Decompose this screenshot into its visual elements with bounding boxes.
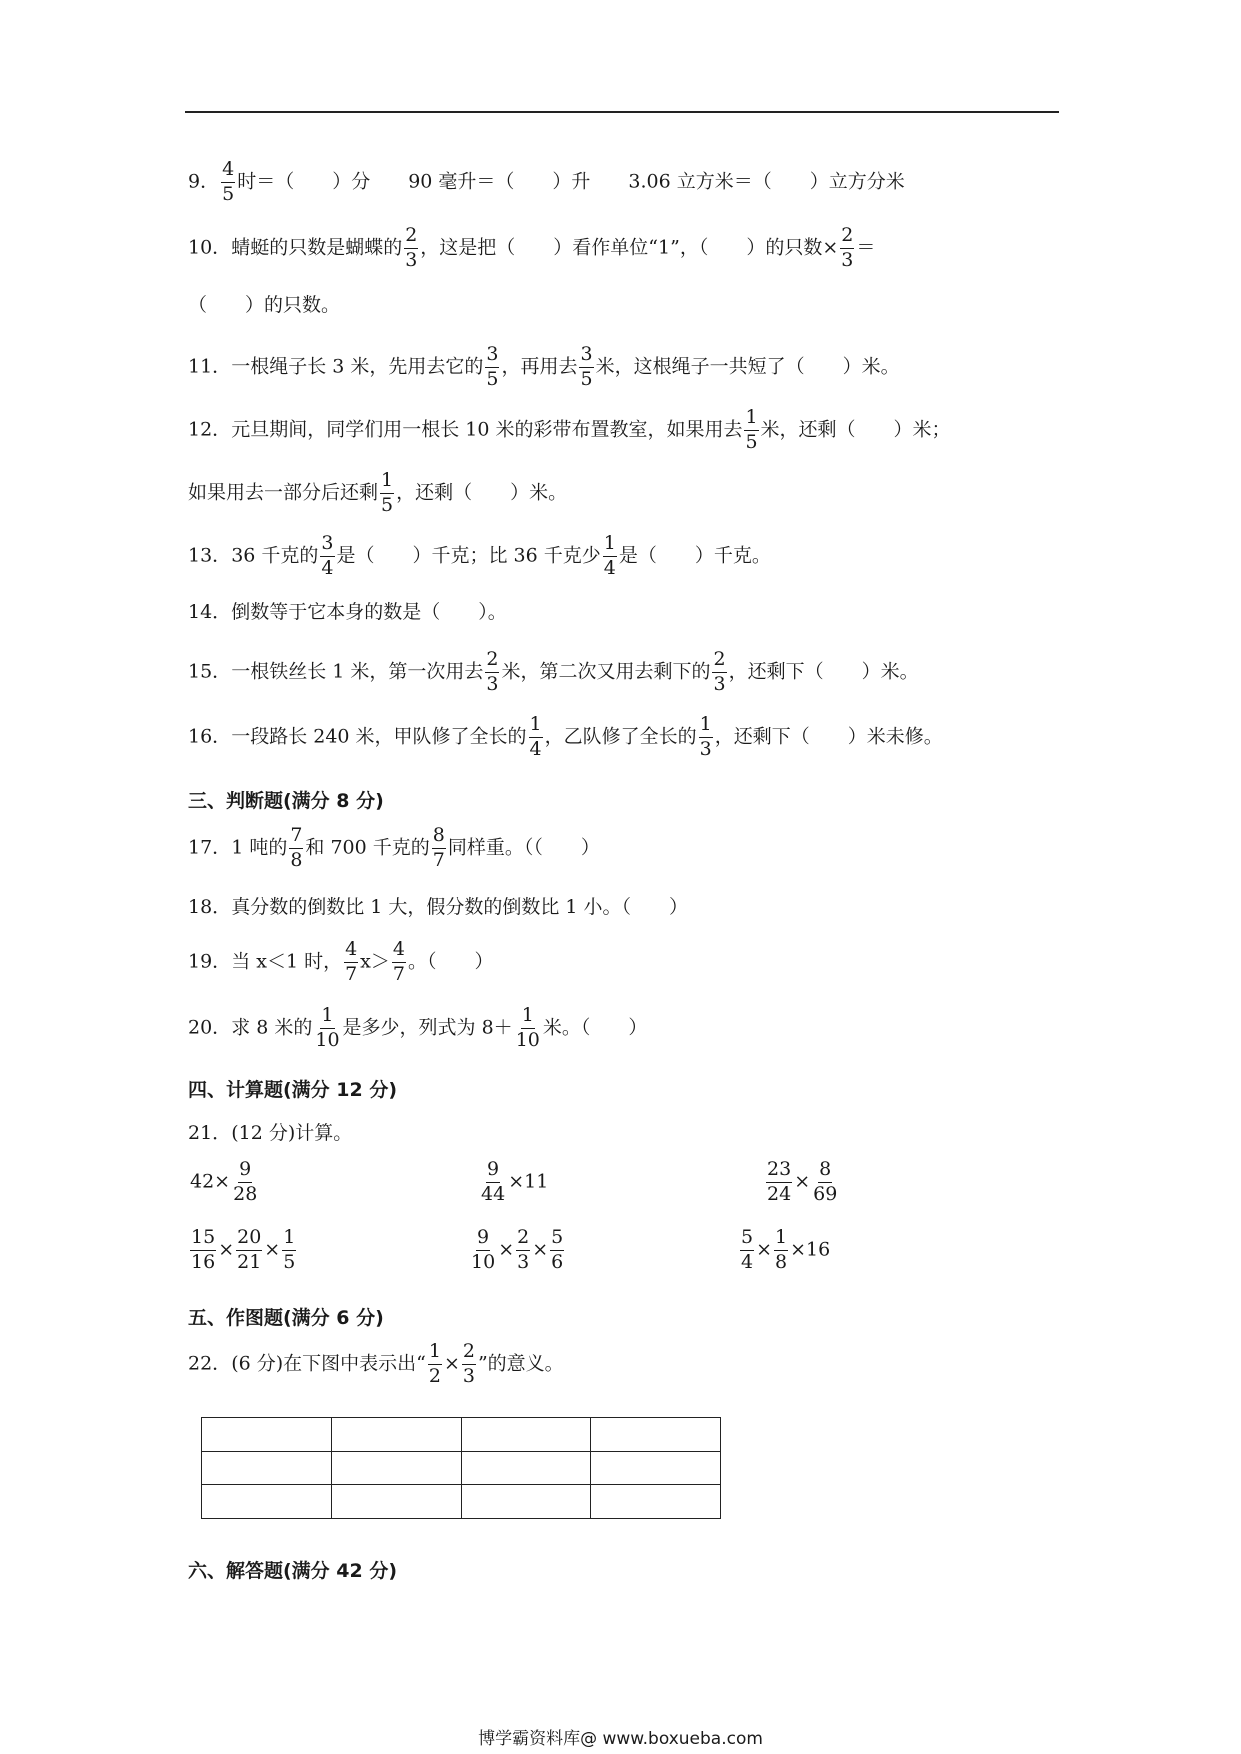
grid-cell (461, 1418, 591, 1452)
question-11 (188, 345, 900, 390)
section-4-heading: 四、计算题(满分 12 分) (188, 1079, 398, 1101)
question-text: ，还剩下（ ）米未修。 (714, 725, 943, 748)
question-number: 9． (188, 170, 220, 193)
grid-cell (591, 1418, 721, 1452)
question-19 (188, 940, 494, 985)
question-number: 21． (188, 1122, 232, 1144)
fraction: $\frac{1}{5}$ (283, 1226, 296, 1273)
fraction: $\frac{4}{7}$ (345, 938, 358, 985)
fraction: $\frac{2}{3}$ (486, 648, 499, 695)
question-text: ，乙队修了全长的 (544, 725, 697, 748)
grid-row (202, 1418, 721, 1452)
question-text: 如果用去一部分后还剩 (188, 481, 379, 504)
header-rule (185, 111, 1059, 113)
question-text: （ ）的只数。 (188, 294, 341, 316)
question-14 (188, 603, 507, 622)
question-10 (188, 226, 875, 271)
question-text: ＝ (856, 236, 876, 259)
question-text: ，再用去 (501, 355, 578, 378)
fraction: $\frac{20}{21}$ (237, 1226, 262, 1273)
grid-cell (461, 1485, 591, 1519)
question-9 (188, 160, 905, 205)
fraction: $\frac{9}{44}$ (481, 1158, 506, 1205)
grid-cell (331, 1451, 461, 1485)
question-text: 。（ ） (407, 950, 494, 973)
question-number: 16． (188, 725, 232, 748)
section-6-heading: 六、解答题(满分 42 分) (188, 1560, 398, 1582)
fraction: $\frac{2}{3}$ (713, 648, 726, 695)
fraction: $\frac{1}{5}$ (381, 469, 394, 516)
fraction: $\frac{5}{4}$ (741, 1226, 754, 1273)
grid-cell (202, 1418, 332, 1452)
fraction: $\frac{1}{5}$ (745, 406, 758, 453)
question-text: 是多少，列式为 8＋ (342, 1016, 513, 1039)
question-number: 19． (188, 950, 232, 973)
question-text: 米，第二次又用去剩下的 (501, 660, 711, 683)
calc-item-b: $\frac{9}{44}$ ×11 (481, 1158, 549, 1205)
question-13 (188, 534, 771, 579)
question-21 (188, 1124, 352, 1143)
fraction: $\frac{3}{4}$ (321, 532, 334, 579)
footer-watermark: 博学霸资料库@ www.boxueba.com (478, 1729, 763, 1749)
question-number: 18． (188, 896, 232, 918)
fraction: $\frac{1}{2}$ (428, 1340, 441, 1387)
question-number: 12． (188, 418, 232, 441)
question-text: ，还剩（ ）米。 (396, 481, 568, 504)
question-text: 真分数的倒数比 1 大，假分数的倒数比 1 小。（ ） (231, 896, 689, 918)
question-number: 22． (188, 1352, 232, 1375)
question-number: 20． (188, 1016, 232, 1039)
grid-row (202, 1485, 721, 1519)
fraction: $\frac{2}{3}$ (841, 224, 854, 271)
question-10-continued (188, 296, 340, 315)
question-text: 米，这根绳子一共短了（ ）米。 (595, 355, 900, 378)
fraction: $\frac{4}{7}$ (392, 938, 405, 985)
question-17 (188, 826, 600, 871)
calc-item-a: 42× $\frac{9}{28}$ (190, 1158, 258, 1205)
fraction: $\frac{1}{3}$ (699, 713, 712, 760)
calc-item-d: $\frac{15}{16}$ × $\frac{20}{21}$ × $\frac{1}{5}$ (191, 1226, 296, 1273)
drawing-grid (201, 1417, 721, 1519)
fraction: $\frac{15}{16}$ (191, 1226, 216, 1273)
question-text: ，这是把（ ）看作单位“1”，（ ）的只数× (420, 236, 839, 259)
question-number: 15． (188, 660, 232, 683)
question-15 (188, 650, 919, 695)
question-text: 一段路长 240 米，甲队修了全长的 (231, 725, 527, 748)
question-text: 时＝（ ）分 90 毫升＝（ ）升 3.06 立方米＝（ ）立方分米 (237, 170, 905, 193)
question-text: (6 分)在下图中表示出“ (231, 1352, 426, 1375)
question-text: 一根铁丝长 1 米，第一次用去 (231, 660, 484, 683)
question-text: 当 x＜1 时， (231, 950, 343, 973)
question-text: 倒数等于它本身的数是（ ）。 (231, 601, 507, 623)
fraction: $\frac{1}{10}$ (315, 1004, 340, 1051)
question-22: 22．(6 分)在下图中表示出“ $\frac{1}{2}$ × $\frac{2}{3}$ ”的意义。 (188, 1340, 564, 1387)
question-12-continued (188, 471, 567, 516)
calc-item-e: $\frac{9}{10}$ × $\frac{2}{3}$ × $\frac{5}{6}$ (471, 1226, 564, 1273)
section-3-heading: 三、判断题(满分 8 分) (188, 790, 384, 812)
question-text: x＞ (360, 950, 390, 973)
fraction: $\frac{8}{7}$ (432, 824, 445, 871)
question-text: 一根绳子长 3 米，先用去它的 (231, 355, 484, 378)
fraction: $\frac{1}{4}$ (603, 532, 616, 579)
fraction: $\frac{1}{10}$ (515, 1004, 540, 1051)
calc-item-f: $\frac{5}{4}$ × $\frac{1}{8}$ ×16 (741, 1226, 831, 1273)
question-text: 蜻蜓的只数是蝴蝶的 (231, 236, 403, 259)
fraction: $\frac{4}{5}$ (222, 158, 235, 205)
question-text: 同样重。（（ ） (447, 836, 600, 859)
fraction: $\frac{1}{8}$ (775, 1226, 788, 1273)
fraction: $\frac{8}{69}$ (813, 1158, 838, 1205)
fraction: $\frac{2}{3}$ (517, 1226, 530, 1273)
question-text: 36 千克的 (231, 544, 319, 567)
question-number: 13． (188, 544, 232, 567)
question-text: 米。（ ） (542, 1016, 648, 1039)
fraction: $\frac{9}{10}$ (471, 1226, 496, 1273)
grid-cell (202, 1485, 332, 1519)
fraction: $\frac{9}{28}$ (233, 1158, 258, 1205)
question-text: 1 吨的 (231, 836, 288, 859)
grid-row (202, 1451, 721, 1485)
fraction: $\frac{3}{5}$ (580, 343, 593, 390)
grid-cell (591, 1485, 721, 1519)
fraction: $\frac{5}{6}$ (551, 1226, 564, 1273)
question-number: 11． (188, 355, 232, 378)
question-text: 和 700 千克的 (305, 836, 430, 859)
grid-cell (591, 1451, 721, 1485)
fraction: $\frac{23}{24}$ (767, 1158, 792, 1205)
question-text: 米，还剩（ ）米； (760, 418, 951, 441)
question-text: 求 8 米的 (231, 1016, 313, 1039)
question-text: ，还剩下（ ）米。 (728, 660, 919, 683)
question-number: 17． (188, 836, 232, 859)
fraction: $\frac{2}{3}$ (405, 224, 418, 271)
question-text: 是（ ）千克；比 36 千克少 (336, 544, 601, 567)
fraction: $\frac{7}{8}$ (290, 824, 303, 871)
question-16 (188, 715, 943, 760)
question-text: ”的意义。 (477, 1352, 564, 1375)
fraction: $\frac{2}{3}$ (462, 1340, 475, 1387)
question-18 (188, 898, 688, 917)
grid-cell (202, 1451, 332, 1485)
fraction: $\frac{3}{5}$ (486, 343, 499, 390)
section-5-heading: 五、作图题(满分 6 分) (188, 1307, 384, 1329)
grid-cell (331, 1418, 461, 1452)
question-text: 是（ ）千克。 (618, 544, 771, 567)
question-12 (188, 408, 951, 453)
grid-cell (461, 1451, 591, 1485)
calc-item-c: $\frac{23}{24}$ × $\frac{8}{69}$ (767, 1158, 838, 1205)
question-text: 元旦期间，同学们用一根长 10 米的彩带布置教室，如果用去 (231, 418, 743, 441)
question-number: 14． (188, 601, 232, 623)
grid-cell (331, 1485, 461, 1519)
fraction: $\frac{1}{4}$ (529, 713, 542, 760)
question-20 (188, 1006, 647, 1051)
question-number: 10． (188, 236, 232, 259)
question-text: (12 分)计算。 (231, 1122, 353, 1144)
